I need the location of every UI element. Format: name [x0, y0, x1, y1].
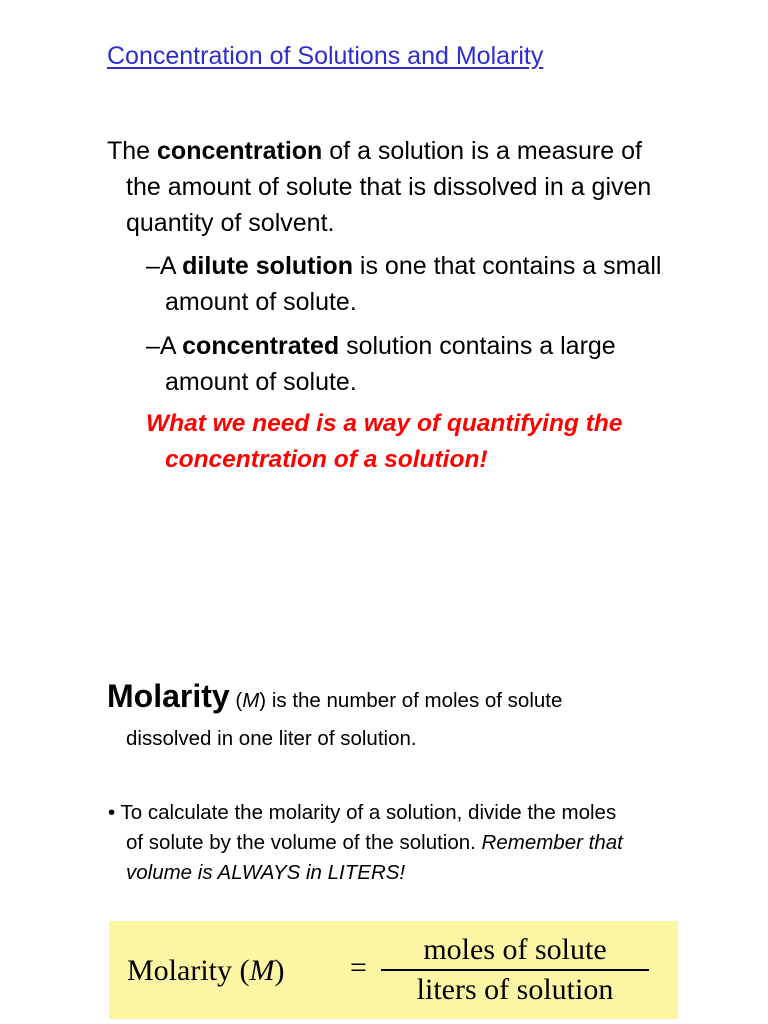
calc-bullet-line-2: of solute by the volume of the solution. Remember that: [126, 831, 623, 854]
emphasis-line-1: What we need is a way of quantifying the: [146, 410, 623, 437]
formula-fraction: [381, 933, 649, 1007]
formula-equals: =: [350, 951, 367, 984]
term-dilute: dilute solution: [182, 252, 353, 280]
intro-line-3: quantity of solvent.: [126, 209, 335, 237]
bullet-concentrated-line-2: amount of solute.: [165, 368, 357, 396]
formula-denominator: liters of solution: [416, 973, 614, 1006]
term-molarity: Molarity: [107, 678, 230, 714]
bullet-dilute-line-2: amount of solute.: [165, 288, 357, 316]
bullet-dilute: –A dilute solution is one that contains a small: [146, 252, 662, 280]
page-title: Concentration of Solutions and Molarity: [107, 42, 544, 70]
intro-line-2: the amount of solute that is dissolved in a given: [126, 173, 652, 201]
molarity-definition-line-2: dissolved in one liter of solution.: [126, 727, 417, 750]
calc-bullet-line-1: • To calculate the molarity of a solution, divide the moles: [108, 801, 617, 824]
fraction-bar: [381, 969, 649, 971]
intro-line-1: The concentration of a solution is a measure of: [107, 137, 642, 165]
calc-bullet-line-3: volume is ALWAYS in LITERS!: [126, 861, 406, 884]
dash-marker: –: [146, 252, 160, 280]
emphasis-line-2: concentration of a solution!: [165, 446, 488, 473]
symbol-m: M: [242, 689, 260, 712]
bullet-concentrated: –A concentrated solution contains a large: [146, 332, 616, 360]
molarity-definition: Molarity (M) is the number of moles of solute: [107, 678, 563, 714]
formula-box: [109, 921, 678, 1019]
term-concentrated: concentrated: [182, 332, 340, 360]
dash-marker: –: [146, 332, 160, 360]
bullet-marker: •: [108, 801, 116, 824]
formula-lhs: Molarity (M): [127, 954, 285, 987]
formula-numerator: moles of solute: [423, 933, 607, 966]
term-concentration: concentration: [157, 137, 323, 165]
